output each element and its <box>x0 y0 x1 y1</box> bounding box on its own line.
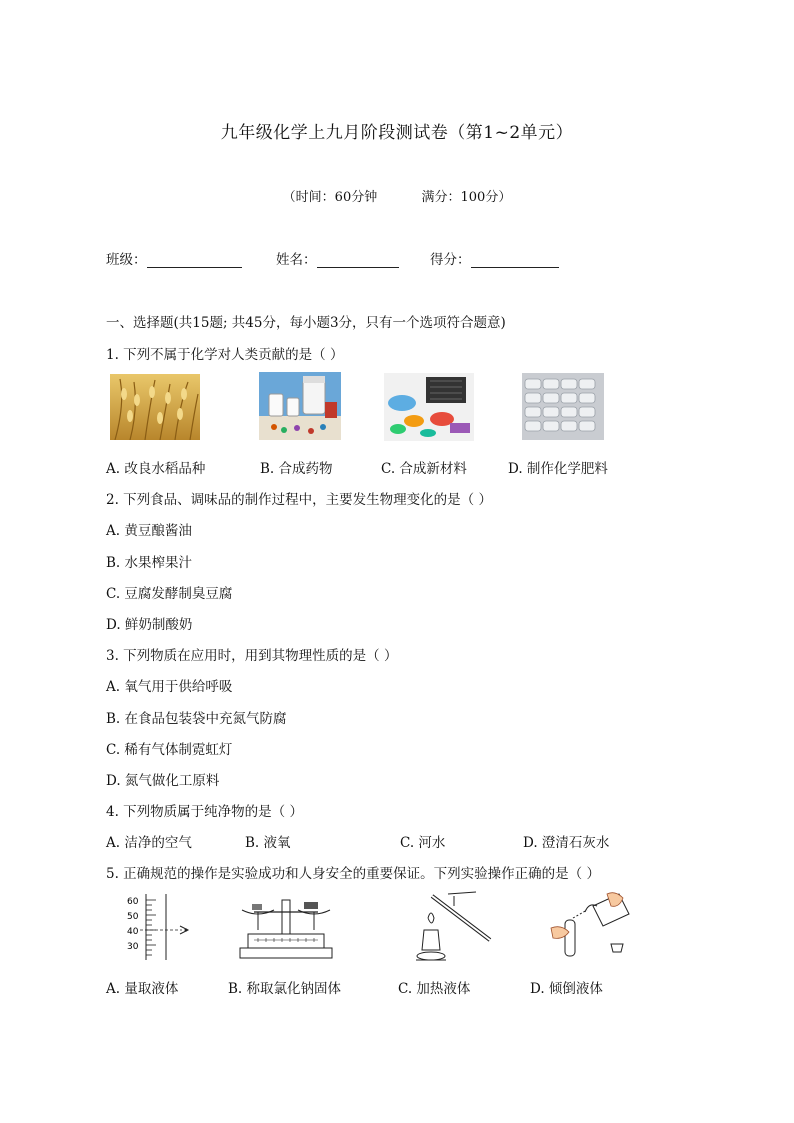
q3-option-a[interactable]: A. 氧气用于供给呼吸 <box>106 679 233 695</box>
rice-image <box>110 374 200 440</box>
q5-option-a[interactable]: A. 量取液体 <box>106 981 179 997</box>
q2-stem: 2. 下列食品、调味品的制作过程中，主要发生物理变化的是（ ） <box>106 492 492 508</box>
cylinder-tick-60: 60 <box>127 897 139 907</box>
q3-option-d[interactable]: D. 氮气做化工原料 <box>106 773 220 789</box>
cylinder-tick-40: 40 <box>127 927 139 937</box>
q2-option-a[interactable]: A. 黄豆酿酱油 <box>106 523 192 539</box>
q4-option-b[interactable]: B. 液氧 <box>245 835 291 851</box>
medicine-image <box>259 372 341 440</box>
q5-option-b[interactable]: B. 称取氯化钠固体 <box>228 981 342 997</box>
q1-option-a[interactable]: A. 改良水稻品种 <box>106 461 206 477</box>
cylinder-tick-50: 50 <box>127 912 139 922</box>
exam-time: （时间：60分钟 <box>282 190 378 205</box>
pouring-liquid-image <box>545 888 637 964</box>
section-heading: 一、选择题(共15题; 共45分，每小题3分，只有一个选项符合题意) <box>106 315 506 331</box>
q4-option-d[interactable]: D. 澄清石灰水 <box>523 835 610 851</box>
q2-option-c[interactable]: C. 豆腐发酵制臭豆腐 <box>106 586 233 602</box>
q1-option-c[interactable]: C. 合成新材料 <box>381 461 467 477</box>
class-field <box>106 248 242 268</box>
q1-stem: 1. 下列不属于化学对人类贡献的是（ ） <box>106 347 344 363</box>
exam-total-score: 满分：100分） <box>421 190 512 205</box>
q5-stem: 5. 正确规范的操作是实验成功和人身安全的重要保证。下列实验操作正确的是（ ） <box>106 866 600 882</box>
name-blank[interactable] <box>317 253 399 268</box>
class-blank[interactable] <box>147 253 242 268</box>
new-materials-image <box>384 373 474 441</box>
class-label: 班级： <box>106 252 147 268</box>
q3-option-b[interactable]: B. 在食品包装袋中充氮气防腐 <box>106 711 287 727</box>
q4-option-a[interactable]: A. 洁净的空气 <box>106 835 192 851</box>
heating-liquid-image <box>404 888 496 964</box>
fertilizer-image <box>522 373 604 440</box>
balance-image <box>234 892 338 962</box>
q4-stem: 4. 下列物质属于纯净物的是（ ） <box>106 804 303 820</box>
q3-option-c[interactable]: C. 稀有气体制霓虹灯 <box>106 742 233 758</box>
q5-option-d[interactable]: D. 倾倒液体 <box>530 981 603 997</box>
exam-meta <box>0 186 794 205</box>
score-label: 得分： <box>430 252 471 268</box>
score-field <box>430 248 559 268</box>
measuring-cylinder-image <box>122 892 194 962</box>
name-field <box>276 248 399 268</box>
q3-stem: 3. 下列物质在应用时，用到其物理性质的是（ ） <box>106 648 398 664</box>
name-label: 姓名： <box>276 252 317 268</box>
cylinder-tick-30: 30 <box>127 942 139 952</box>
q1-option-d[interactable]: D. 制作化学肥料 <box>508 461 608 477</box>
q2-option-b[interactable]: B. 水果榨果汁 <box>106 555 193 571</box>
q2-option-d[interactable]: D. 鲜奶制酸奶 <box>106 617 193 633</box>
page-title: 九年级化学上九月阶段测试卷（第1~2单元） <box>220 123 574 143</box>
q4-option-c[interactable]: C. 河水 <box>400 835 446 851</box>
q5-option-c[interactable]: C. 加热液体 <box>398 981 471 997</box>
q1-option-b[interactable]: B. 合成药物 <box>260 461 333 477</box>
score-blank[interactable] <box>471 253 559 268</box>
